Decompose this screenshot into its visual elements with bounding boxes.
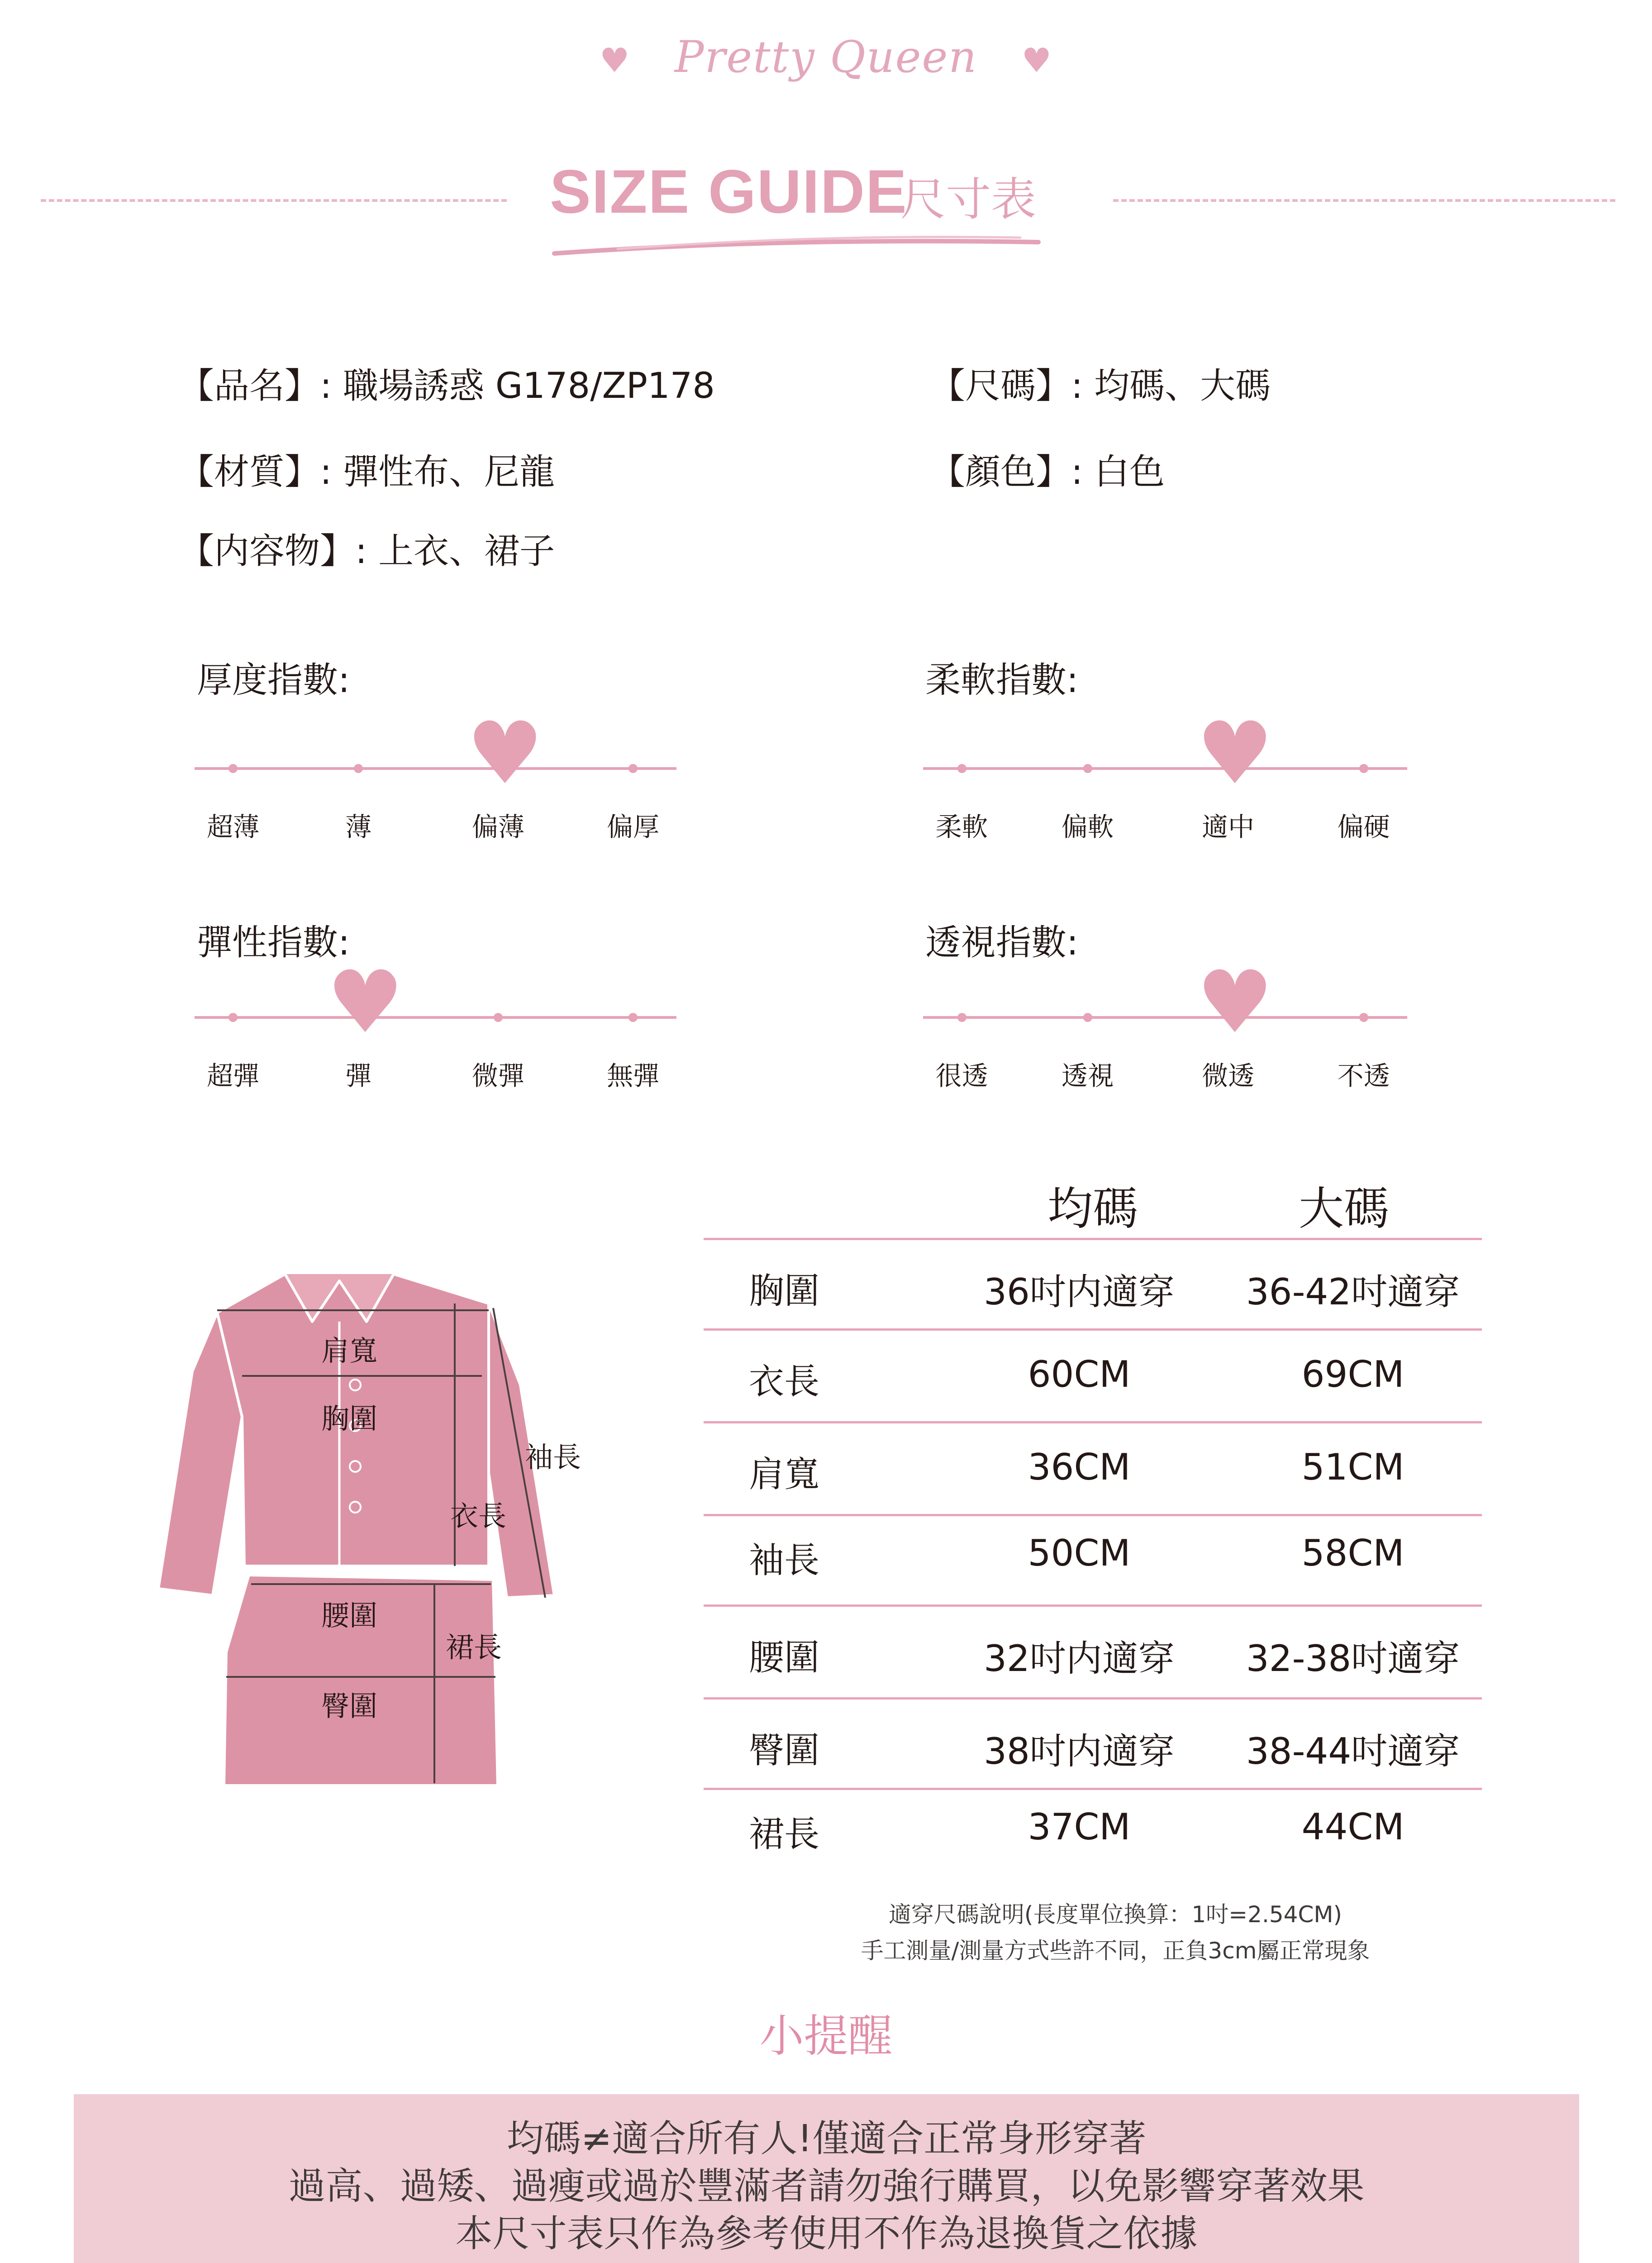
index-scale-line (195, 767, 676, 770)
table-cell-free-size: 36CM (1028, 1446, 1131, 1488)
index-option-label: 無彈 (607, 1060, 660, 1091)
divider-left (41, 199, 507, 202)
divider-right (1113, 199, 1615, 202)
index-option-label: 微彈 (471, 1060, 524, 1091)
garment-label-waist: 腰圍 (321, 1599, 378, 1632)
table-cell-large-size: 38-44吋適穿 (1246, 1730, 1460, 1772)
table-cell-free-size: 50CM (1028, 1532, 1131, 1574)
selected-heart-icon: ♥ (327, 952, 404, 1052)
table-row-divider (704, 1514, 1482, 1516)
index-title: 厚度指數: (197, 660, 350, 701)
index-option-label: 透視 (1061, 1060, 1114, 1091)
index-dot (1359, 764, 1368, 773)
index-option-label: 偏厚 (607, 812, 660, 842)
index-dot (1359, 1013, 1368, 1022)
garment-label-sleeve: 袖長 (525, 1441, 581, 1474)
table-cell-large-size: 44CM (1301, 1806, 1404, 1848)
table-row-label: 衣長 (749, 1361, 820, 1402)
index-option-label: 偏軟 (1061, 812, 1114, 842)
index-scale-line (923, 1016, 1407, 1019)
size-header-large: 大碼 (1299, 1182, 1389, 1235)
garment-label-skirt-length: 裙長 (446, 1631, 502, 1664)
index-dot (229, 1013, 238, 1022)
index-dot (1083, 1013, 1092, 1022)
table-cell-free-size: 32吋内適穿 (984, 1638, 1175, 1680)
table-cell-large-size: 69CM (1301, 1353, 1404, 1395)
table-row-divider (704, 1788, 1482, 1790)
index-option-label: 偏薄 (471, 812, 524, 842)
reminder-line-1: 均碼≠適合所有人!僅適合正常身形穿著 (506, 2117, 1147, 2160)
note-tolerance: 手工測量/測量方式些許不同，正負3cm屬正常現象 (861, 1938, 1370, 1964)
index-title: 柔軟指數: (925, 660, 1079, 701)
info-size: 【尺碼】: 均碼、大碼 (930, 366, 1271, 406)
table-cell-free-size: 60CM (1028, 1353, 1131, 1395)
index-dot (628, 764, 638, 773)
info-material: 【材質】: 彈性布、尼龍 (179, 452, 555, 492)
index-option-label: 彈 (345, 1060, 372, 1091)
heart-icon: ♥ (1021, 41, 1052, 80)
table-row-label: 腰圍 (749, 1638, 820, 1678)
table-cell-free-size: 38吋内適穿 (984, 1730, 1175, 1772)
info-contents: 【内容物】: 上衣、裙子 (179, 531, 555, 572)
brand-logo (0, 32, 1652, 82)
index-option-label: 薄 (345, 812, 372, 842)
index-option-label: 超彈 (207, 1060, 260, 1091)
table-row-divider (704, 1604, 1482, 1607)
table-row-divider (704, 1421, 1482, 1423)
selected-heart-icon: ♥ (466, 703, 544, 803)
index-dot (354, 764, 363, 773)
index-option-label: 適中 (1202, 812, 1255, 842)
selected-heart-icon: ♥ (1196, 952, 1274, 1052)
table-cell-large-size: 32-38吋適穿 (1246, 1638, 1460, 1680)
size-header-free: 均碼 (1047, 1182, 1138, 1235)
garment-label-hip: 臀圍 (321, 1690, 378, 1723)
table-cell-free-size: 36吋内適穿 (984, 1271, 1175, 1313)
reminder-title: 小提醒 (759, 2010, 893, 2062)
heart-icon: ♥ (600, 41, 631, 80)
table-cell-large-size: 51CM (1301, 1446, 1404, 1488)
info-name: 【品名】: 職場誘惑 G178/ZP178 (179, 366, 715, 406)
reminder-line-2: 過高、過矮、過瘦或過於豐滿者請勿強行購買，以免影響穿著效果 (288, 2165, 1365, 2208)
index-option-label: 很透 (935, 1060, 988, 1091)
table-row-divider (704, 1238, 1482, 1240)
note-unit: 適穿尺碼說明(長度單位換算：1吋=2.54CM) (888, 1901, 1343, 1928)
table-row-label: 肩寬 (749, 1454, 820, 1495)
index-scale-line (923, 767, 1407, 770)
table-row-divider (704, 1697, 1482, 1700)
index-option-label: 不透 (1337, 1060, 1390, 1091)
info-color: 【顏色】: 白色 (930, 452, 1165, 492)
index-dot (957, 1013, 966, 1022)
table-cell-large-size: 36-42吋適穿 (1246, 1271, 1460, 1313)
table-row-label: 臀圍 (749, 1730, 820, 1771)
table-row-label: 袖長 (749, 1540, 820, 1581)
brand-name: Pretty Queen (674, 32, 978, 82)
table-row-divider (704, 1328, 1482, 1331)
reminder-line-3: 本尺寸表只作為參考使用不作為退換貨之依據 (455, 2212, 1198, 2255)
index-dot (957, 764, 966, 773)
index-title: 透視指數: (925, 922, 1079, 963)
title-underline (550, 229, 1043, 260)
garment-label-chest: 胸圍 (321, 1402, 378, 1435)
index-dot (229, 764, 238, 773)
page-title-cn: 尺寸表 (900, 173, 1036, 226)
index-scale-line (195, 1016, 676, 1019)
table-cell-free-size: 37CM (1028, 1806, 1131, 1848)
table-row-label: 裙長 (749, 1814, 820, 1855)
table-cell-large-size: 58CM (1301, 1532, 1404, 1574)
index-dot (494, 1013, 503, 1022)
selected-heart-icon: ♥ (1196, 703, 1274, 803)
index-option-label: 偏硬 (1337, 812, 1390, 842)
index-option-label: 超薄 (207, 812, 260, 842)
index-option-label: 柔軟 (935, 812, 988, 842)
table-row-label: 胸圍 (749, 1271, 820, 1312)
index-option-label: 微透 (1202, 1060, 1255, 1091)
page-title: SIZE GUIDE (550, 157, 908, 226)
garment-label-shoulder: 肩寬 (321, 1334, 378, 1367)
index-title: 彈性指數: (197, 922, 350, 963)
garment-label-length: 衣長 (450, 1499, 507, 1533)
index-dot (628, 1013, 638, 1022)
index-dot (1083, 764, 1092, 773)
